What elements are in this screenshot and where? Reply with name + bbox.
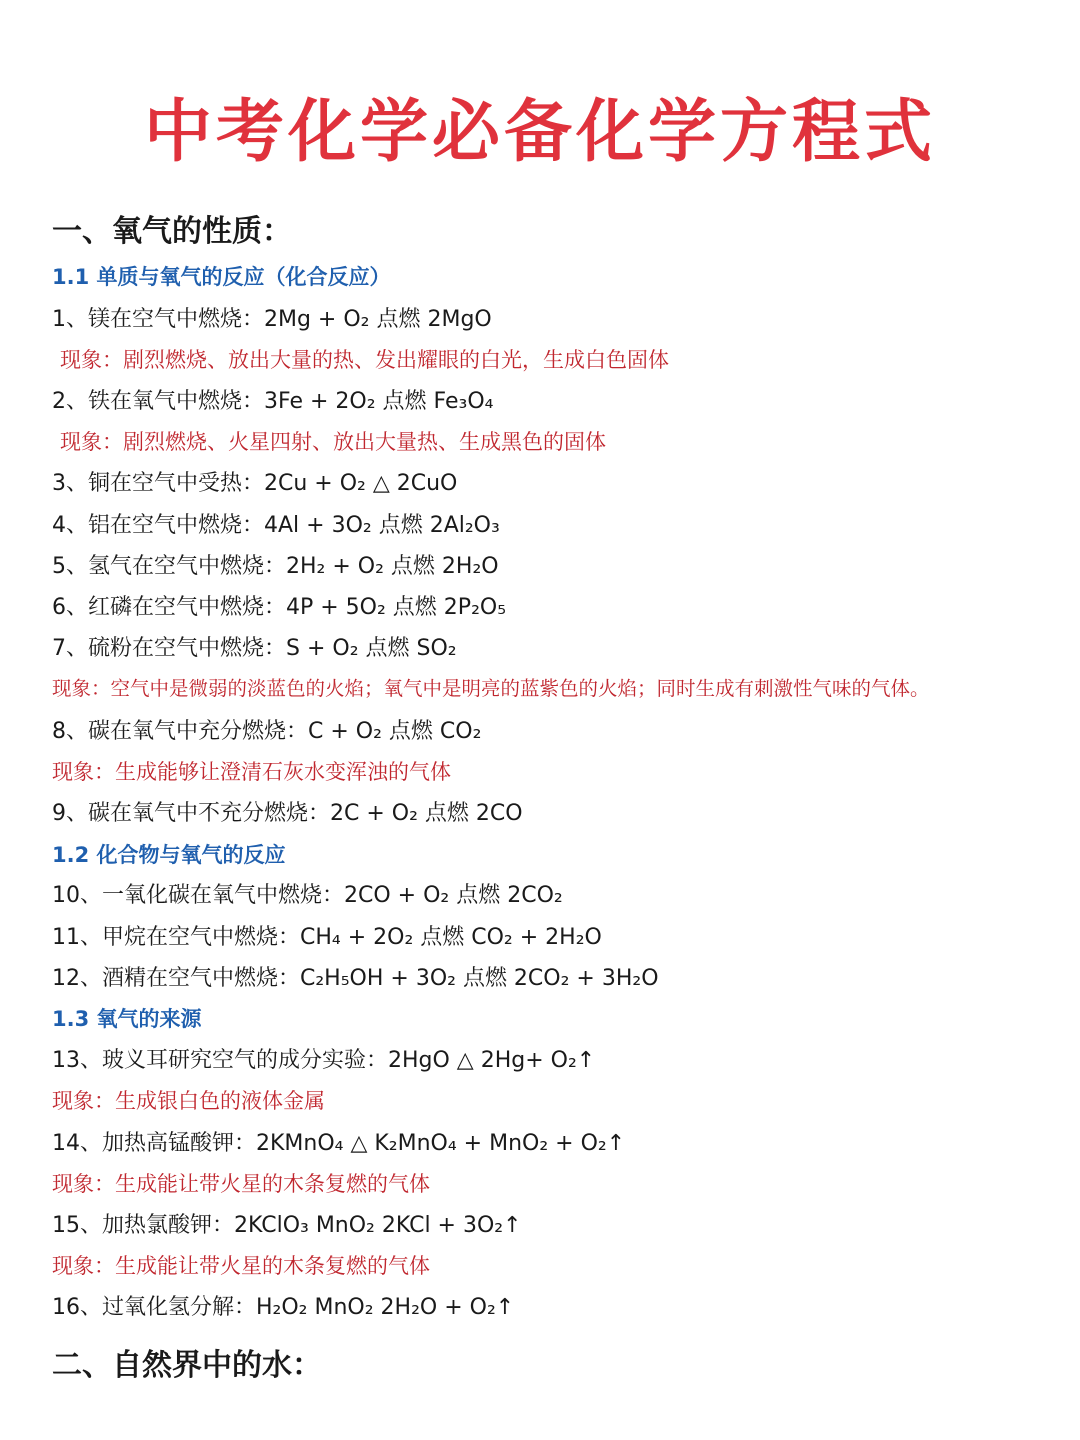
equation-1: 1、镁在空气中燃烧：2Mg + O₂ 点燃 2MgO [52, 307, 492, 332]
section-heading-oxygen: 一、氧气的性质： [52, 214, 292, 249]
phenomenon-7: 现象：空气中是微弱的淡蓝色的火焰；氧气中是明亮的蓝紫色的火焰；同时生成有刺激性气味的气体。 [52, 677, 930, 700]
equation-13: 13、玻义耳研究空气的成分实验：2HgO △ 2Hg+ O₂↑ [52, 1048, 596, 1073]
subsection-heading-source: 1.3 氧气的来源 [52, 1007, 202, 1031]
equation-7: 7、硫粉在空气中燃烧：S + O₂ 点燃 SO₂ [52, 636, 457, 661]
equation-8: 8、碳在氧气中充分燃烧：C + O₂ 点燃 CO₂ [52, 719, 482, 744]
equation-11: 11、甲烷在空气中燃烧：CH₄ + 2O₂ 点燃 CO₂ + 2H₂O [52, 925, 602, 950]
phenomenon-2: 现象：剧烈燃烧、火星四射、放出大量热、生成黑色的固体 [60, 430, 606, 454]
equation-16: 16、过氧化氢分解：H₂O₂ MnO₂ 2H₂O + O₂↑ [52, 1295, 515, 1320]
equation-3: 3、铜在空气中受热：2Cu + O₂ △ 2CuO [52, 471, 458, 496]
equation-5: 5、氢气在空气中燃烧：2H₂ + O₂ 点燃 2H₂O [52, 554, 499, 579]
equation-12: 12、酒精在空气中燃烧：C₂H₅OH + 3O₂ 点燃 2CO₂ + 3H₂O [52, 966, 659, 991]
equation-15: 15、加热氯酸钾：2KClO₃ MnO₂ 2KCl + 3O₂↑ [52, 1213, 522, 1238]
equation-9: 9、碳在氧气中不充分燃烧：2C + O₂ 点燃 2CO [52, 801, 523, 826]
phenomenon-8: 现象：生成能够让澄清石灰水变浑浊的气体 [52, 760, 451, 784]
equation-10: 10、一氧化碳在氧气中燃烧：2CO + O₂ 点燃 2CO₂ [52, 883, 563, 908]
subsection-heading-compounds: 1.2 化合物与氧气的反应 [52, 843, 286, 867]
phenomenon-13: 现象：生成银白色的液体金属 [52, 1089, 325, 1113]
equation-4: 4、铝在空气中燃烧：4Al + 3O₂ 点燃 2Al₂O₃ [52, 513, 500, 538]
phenomenon-14: 现象：生成能让带火星的木条复燃的气体 [52, 1172, 430, 1196]
section-heading-water: 二、自然界中的水： [52, 1348, 322, 1383]
equation-2: 2、铁在氧气中燃烧：3Fe + 2O₂ 点燃 Fe₃O₄ [52, 389, 494, 414]
equation-6: 6、红磷在空气中燃烧：4P + 5O₂ 点燃 2P₂O₅ [52, 595, 507, 620]
subsection-heading-elements: 1.1 单质与氧气的反应（化合反应） [52, 265, 391, 289]
phenomenon-15: 现象：生成能让带火星的木条复燃的气体 [52, 1254, 430, 1278]
phenomenon-1: 现象：剧烈燃烧、放出大量的热、发出耀眼的白光，生成白色固体 [60, 348, 669, 372]
page-title: 中考化学必备化学方程式 [143, 93, 936, 172]
equation-14: 14、加热高锰酸钾：2KMnO₄ △ K₂MnO₄ + MnO₂ + O₂↑ [52, 1131, 626, 1156]
